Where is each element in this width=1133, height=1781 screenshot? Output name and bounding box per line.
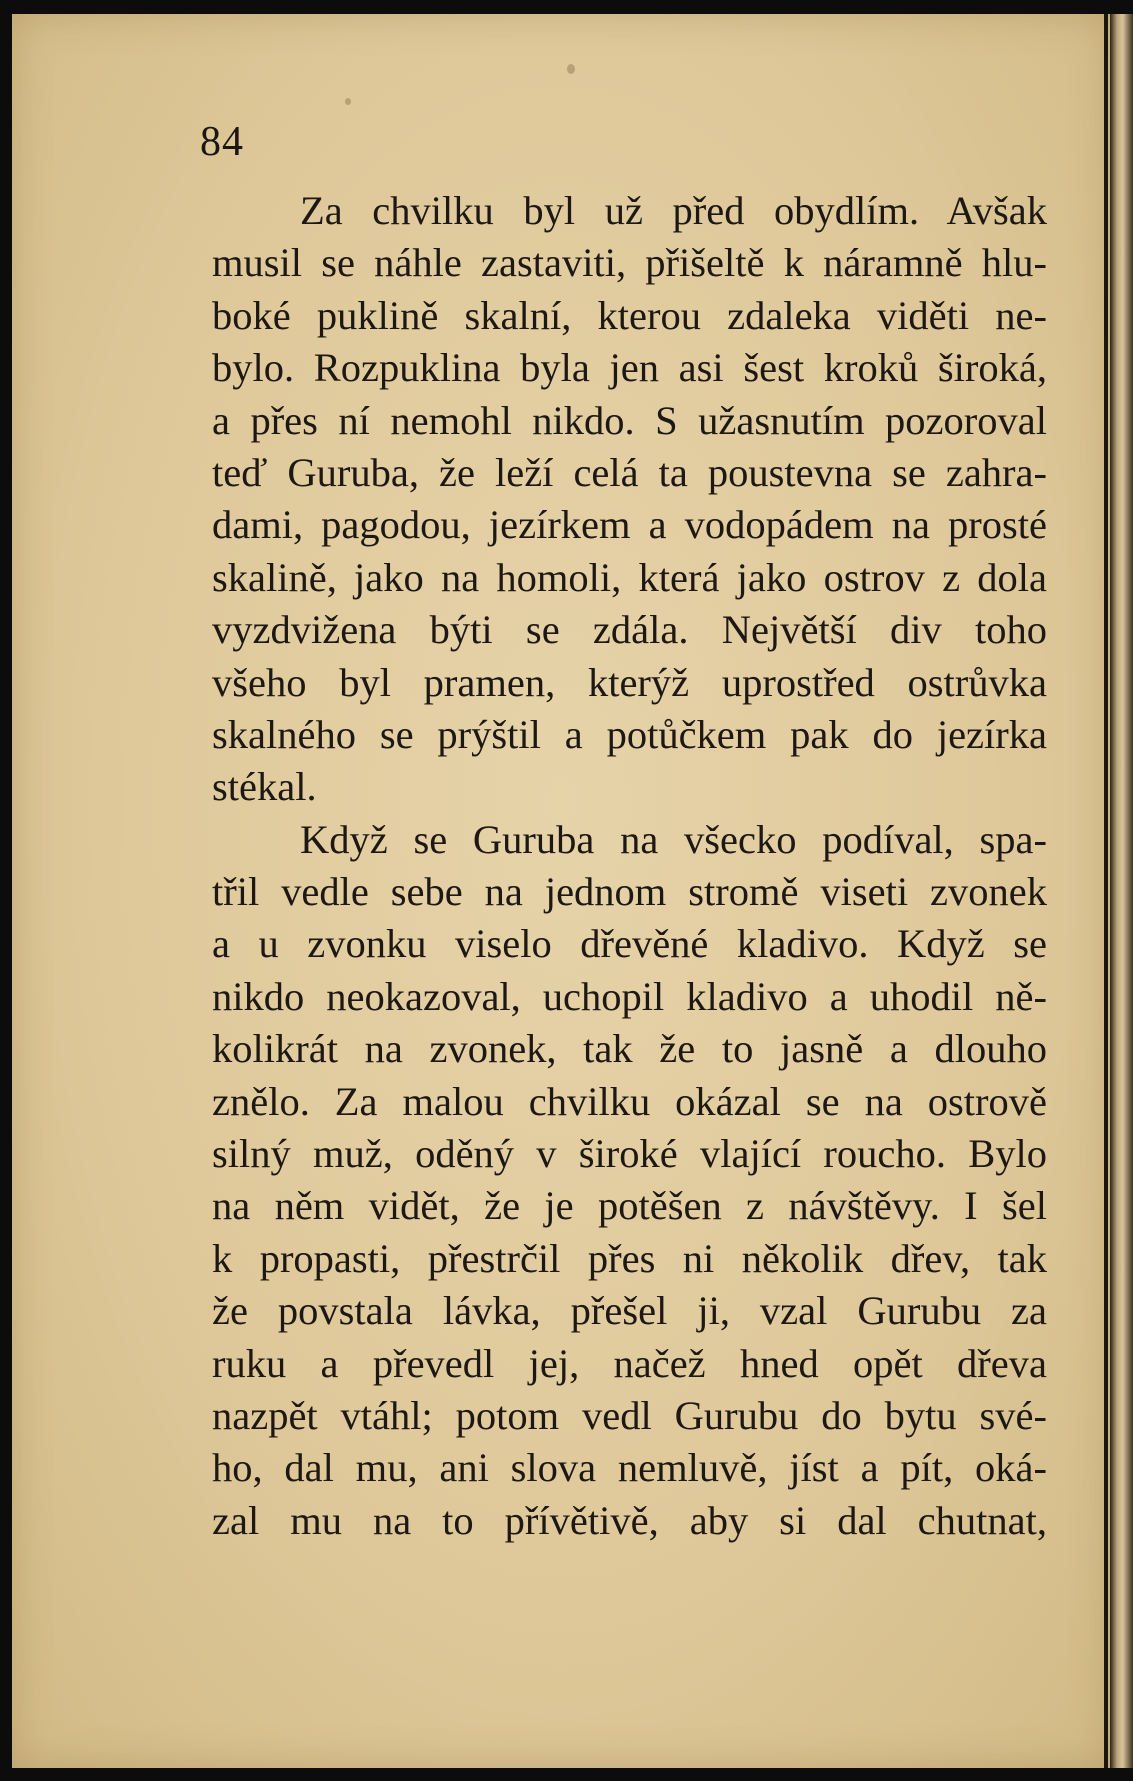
- page-number: 84: [200, 119, 244, 165]
- text-line: kolikrát na zvonek, tak že to jasně a dlouho: [212, 1026, 1047, 1072]
- text-line: zal mu na to přívětivě, aby si dal chutnat,: [212, 1497, 1047, 1543]
- text-line: třil vedle sebe na jednom stromě viseti zvonek: [212, 869, 1047, 915]
- text-line: vyzdvižena býti se zdála. Největší div toho: [212, 607, 1047, 653]
- paper-speck: [345, 98, 351, 105]
- text-line: Když se Guruba na všecko podíval, spa-: [300, 816, 1047, 862]
- paragraph-1: [212, 185, 1047, 814]
- text-line: že povstala lávka, přešel ji, vzal Gurubu za: [212, 1288, 1047, 1334]
- text-line: bylo. Rozpuklina byla jen asi šest kroků široká,: [212, 345, 1047, 391]
- text-line: teď Guruba, že leží celá ta poustevna se zahra-: [212, 449, 1047, 495]
- text-line: skalného se prýštil a potůčkem pak do jezírka: [212, 711, 1047, 757]
- text-line: a přes ní nemohl nikdo. S užasnutím pozoroval: [212, 397, 1047, 443]
- text-line: boké puklině skalní, kterou zdaleka viděti ne-: [212, 292, 1047, 338]
- text-line: dami, pagodou, jezírkem a vodopádem na prosté: [212, 502, 1047, 548]
- text-line: znělo. Za malou chvilku okázal se na ostrově: [212, 1078, 1047, 1124]
- body-text: [212, 185, 1047, 1547]
- text-line: na něm vidět, že je potěšen z návštěvy. I šel: [212, 1183, 1047, 1229]
- text-line: k propasti, přestrčil přes ni několik dřev, tak: [212, 1235, 1047, 1281]
- text-line: ho, dal mu, ani slova nemluvě, jíst a pít, oká-: [212, 1445, 1047, 1491]
- text-line: silný muž, oděný v široké vlající roucho. Bylo: [212, 1131, 1047, 1177]
- text-line: nikdo neokazoval, uchopil kladivo a uhodil ně-: [212, 973, 1047, 1019]
- text-line: všeho byl pramen, kterýž uprostřed ostrůvka: [212, 659, 1047, 705]
- text-line: a u zvonku viselo dřevěné kladivo. Když se: [212, 921, 1047, 967]
- paper-speck: [567, 64, 575, 74]
- book-edge: [1110, 14, 1133, 1768]
- text-line: Za chvilku byl už před obydlím. Avšak: [300, 188, 1047, 233]
- text-line: musil se náhle zastaviti, přišeltě k náramně hlu-: [212, 240, 1047, 286]
- paragraph-2: [212, 814, 1047, 1547]
- text-line: ruku a převedl jej, načež hned opět dřeva: [212, 1340, 1047, 1386]
- text-line: stékal.: [212, 764, 317, 810]
- text-line: skalině, jako na homoli, která jako ostrov z dola: [212, 554, 1047, 600]
- page-gutter-line: [1104, 14, 1108, 1768]
- text-line: nazpět vtáhl; potom vedl Gurubu do bytu své-: [212, 1392, 1047, 1438]
